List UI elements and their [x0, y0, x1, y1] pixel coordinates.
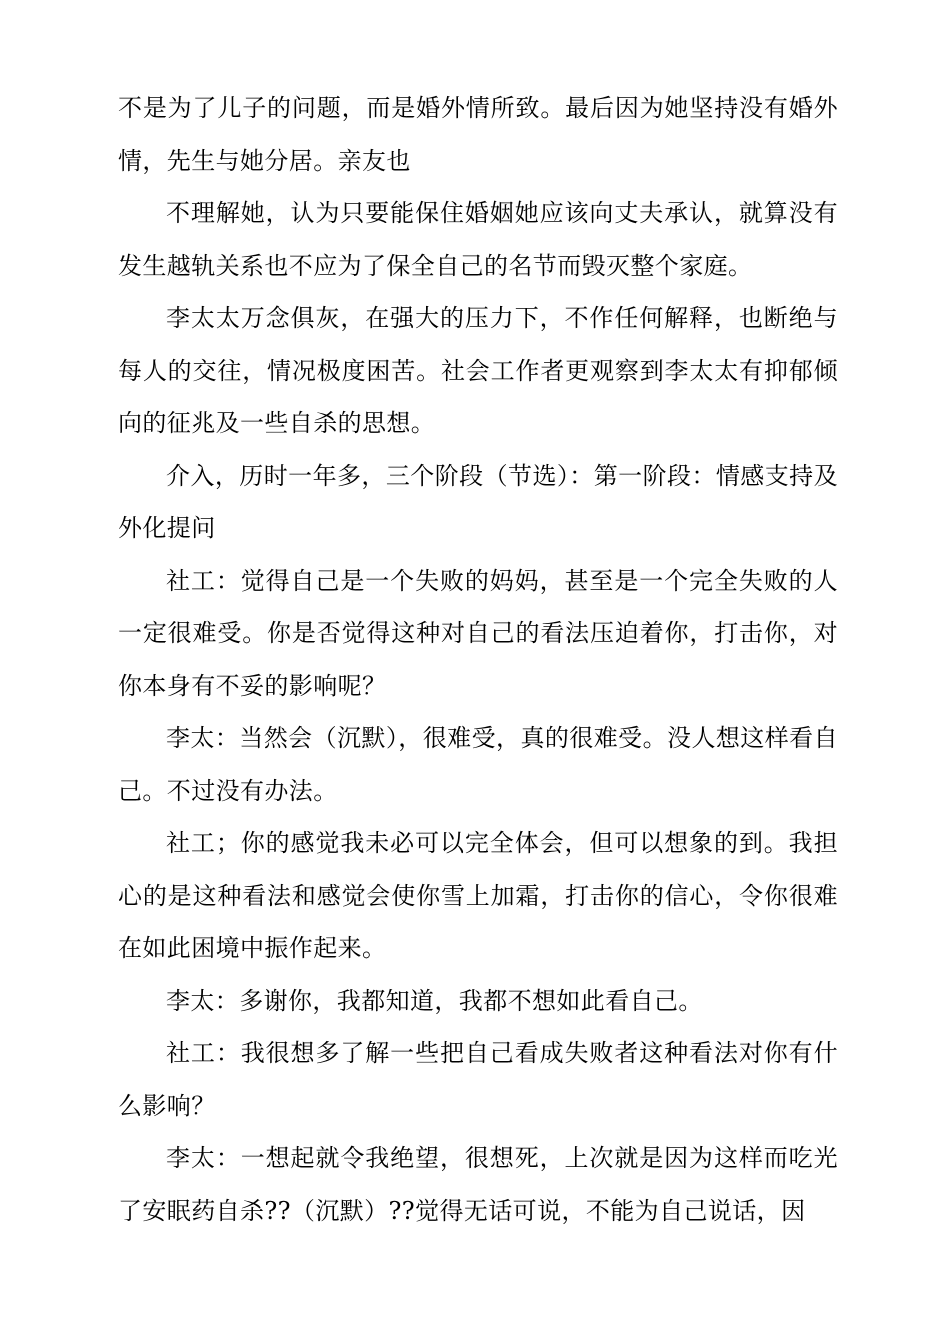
paragraph-6: 李太：当然会（沉默），很难受，真的很难受。没人想这样看自己。不过没有办法。	[118, 724, 838, 805]
paragraph-1: 不是为了儿子的问题，而是婚外情所致。最后因为她坚持没有婚外情，先生与她分居。亲友也	[118, 94, 838, 175]
paragraph-5: 社工：觉得自己是一个失败的妈妈，甚至是一个完全失败的人一定很难受。你是否觉得这种对自己的看法压迫着你，打击你，对你本身有不妥的影响呢？	[118, 566, 838, 700]
paragraph-8: 李太：多谢你，我都知道，我都不想如此看自己。	[166, 986, 703, 1015]
paragraph-10: 李太：一想起就令我绝望，很想死，上次就是因为这样而吃光了安眠药自杀??（沉默）??觉得无话可说，不能为自己说话，因	[118, 1144, 838, 1225]
paragraph-2: 不理解她，认为只要能保住婚姻她应该向丈夫承认，就算没有发生越轨关系也不应为了保全自己的名节而毁灭整个家庭。	[118, 199, 838, 280]
paragraph-7: 社工；你的感觉我未必可以完全体会，但可以想象的到。我担心的是这种看法和感觉会使你雪上加霜，打击你的信心，令你很难在如此困境中振作起来。	[118, 829, 838, 962]
paragraph-4: 介入，历时一年多，三个阶段（节选）：第一阶段：情感支持及外化提问	[118, 461, 838, 542]
paragraph-3: 李太太万念俱灰，在强大的压力下，不作任何解释，也断绝与每人的交往，情况极度困苦。社会工作者更观察到李太太有抑郁倾向的征兆及一些自杀的思想。	[118, 304, 838, 437]
paragraph-9: 社工：我很想多了解一些把自己看成失败者这种看法对你有什么影响？	[118, 1039, 838, 1120]
document-body	[118, 82, 838, 1237]
